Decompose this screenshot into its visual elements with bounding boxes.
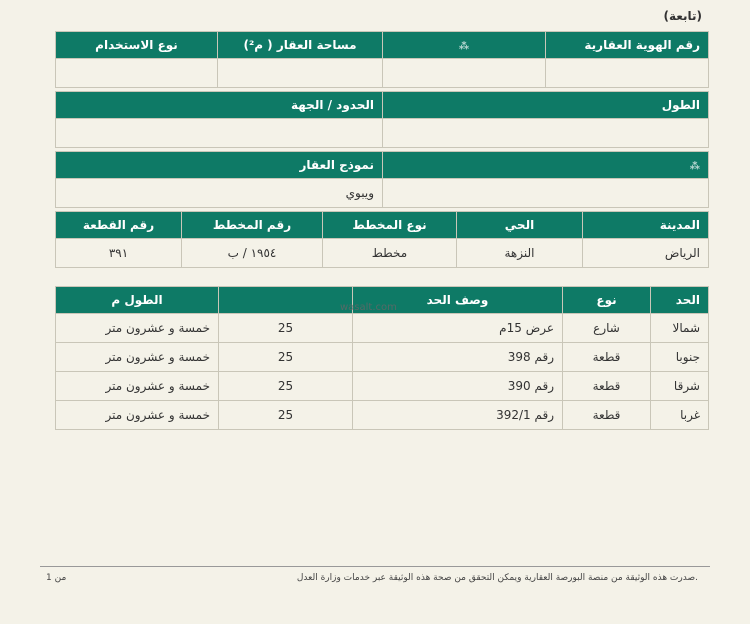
header-bound: الحد <box>651 287 709 314</box>
row-type: شارع <box>563 314 651 343</box>
row-length: 25 <box>219 314 353 343</box>
header-city: المدينة <box>583 212 709 239</box>
row-side: شمالا <box>651 314 709 343</box>
corner-label: (تابعة) <box>663 9 702 23</box>
footer-text: صدرت هذه الوثيقة من منصة البورصة العقارية ويمكن التحقق من صحة هذه الوثيقة عبر خدمات وزارة العدل. <box>296 573 698 583</box>
location-table <box>55 211 709 268</box>
header-property-model: نموذج العقار <box>56 152 383 179</box>
row-desc: رقم 398 <box>353 343 563 372</box>
row-type: قطعة <box>563 372 651 401</box>
row-length-text: خمسة و عشرون متر <box>56 372 219 401</box>
row-length: 25 <box>219 343 353 372</box>
table-row <box>56 314 709 343</box>
section-three-table <box>55 151 709 208</box>
header-area: مساحة العقار ( م²) <box>218 32 383 59</box>
table-row <box>56 343 709 372</box>
row-length-text: خمسة و عشرون متر <box>56 314 219 343</box>
header-length-m: الطول م <box>56 287 219 314</box>
row-length-text: خمسة و عشرون متر <box>56 401 219 430</box>
value-plot-number: ٣٩١ <box>56 239 182 268</box>
row-length-text: خمسة و عشرون متر <box>56 343 219 372</box>
value-property-model: ويبوي <box>56 179 383 208</box>
value-usage-type <box>56 59 218 88</box>
value-length <box>383 119 709 148</box>
header-length: الطول <box>383 92 709 119</box>
row-side: غربا <box>651 401 709 430</box>
header-plan-type: نوع المخطط <box>323 212 457 239</box>
row-desc: رقم 390 <box>353 372 563 401</box>
header-plot-number: رقم القطعة <box>56 212 182 239</box>
table-row <box>56 372 709 401</box>
header-bound-desc: وصف الحد <box>353 287 563 314</box>
value-area <box>218 59 383 88</box>
header-bound-type: نوع <box>563 287 651 314</box>
header-property-id: رقم الهوية العقارية <box>546 32 709 59</box>
property-info-table <box>55 31 709 88</box>
value-property-id <box>546 59 709 88</box>
header-direction: الحدود / الجهة <box>56 92 383 119</box>
page-number: من 1 <box>46 573 67 583</box>
value-blank-3 <box>383 179 709 208</box>
header-usage-type: نوع الاستخدام <box>56 32 218 59</box>
table-row <box>56 401 709 430</box>
row-side: شرقا <box>651 372 709 401</box>
section-two-table <box>55 91 709 148</box>
value-plan-type: مخطط <box>323 239 457 268</box>
row-desc: رقم 392/1 <box>353 401 563 430</box>
row-type: قطعة <box>563 343 651 372</box>
row-length: 25 <box>219 372 353 401</box>
row-desc: عرض 15م <box>353 314 563 343</box>
header-district: الحي <box>457 212 583 239</box>
footer-divider <box>40 566 710 567</box>
header-plan-number: رقم المخطط <box>182 212 323 239</box>
watermark: wasalt.com <box>340 302 397 313</box>
header-blank-3: ⁂ <box>383 152 709 179</box>
value-blank <box>383 59 546 88</box>
value-district: النزهة <box>457 239 583 268</box>
value-direction <box>56 119 383 148</box>
value-plan-number: ١٩٥٤ / ب <box>182 239 323 268</box>
row-side: جنوبا <box>651 343 709 372</box>
row-length: 25 <box>219 401 353 430</box>
row-type: قطعة <box>563 401 651 430</box>
header-length-num <box>219 287 353 314</box>
value-city: الرياض <box>583 239 709 268</box>
header-blank: ⁂ <box>383 32 546 59</box>
